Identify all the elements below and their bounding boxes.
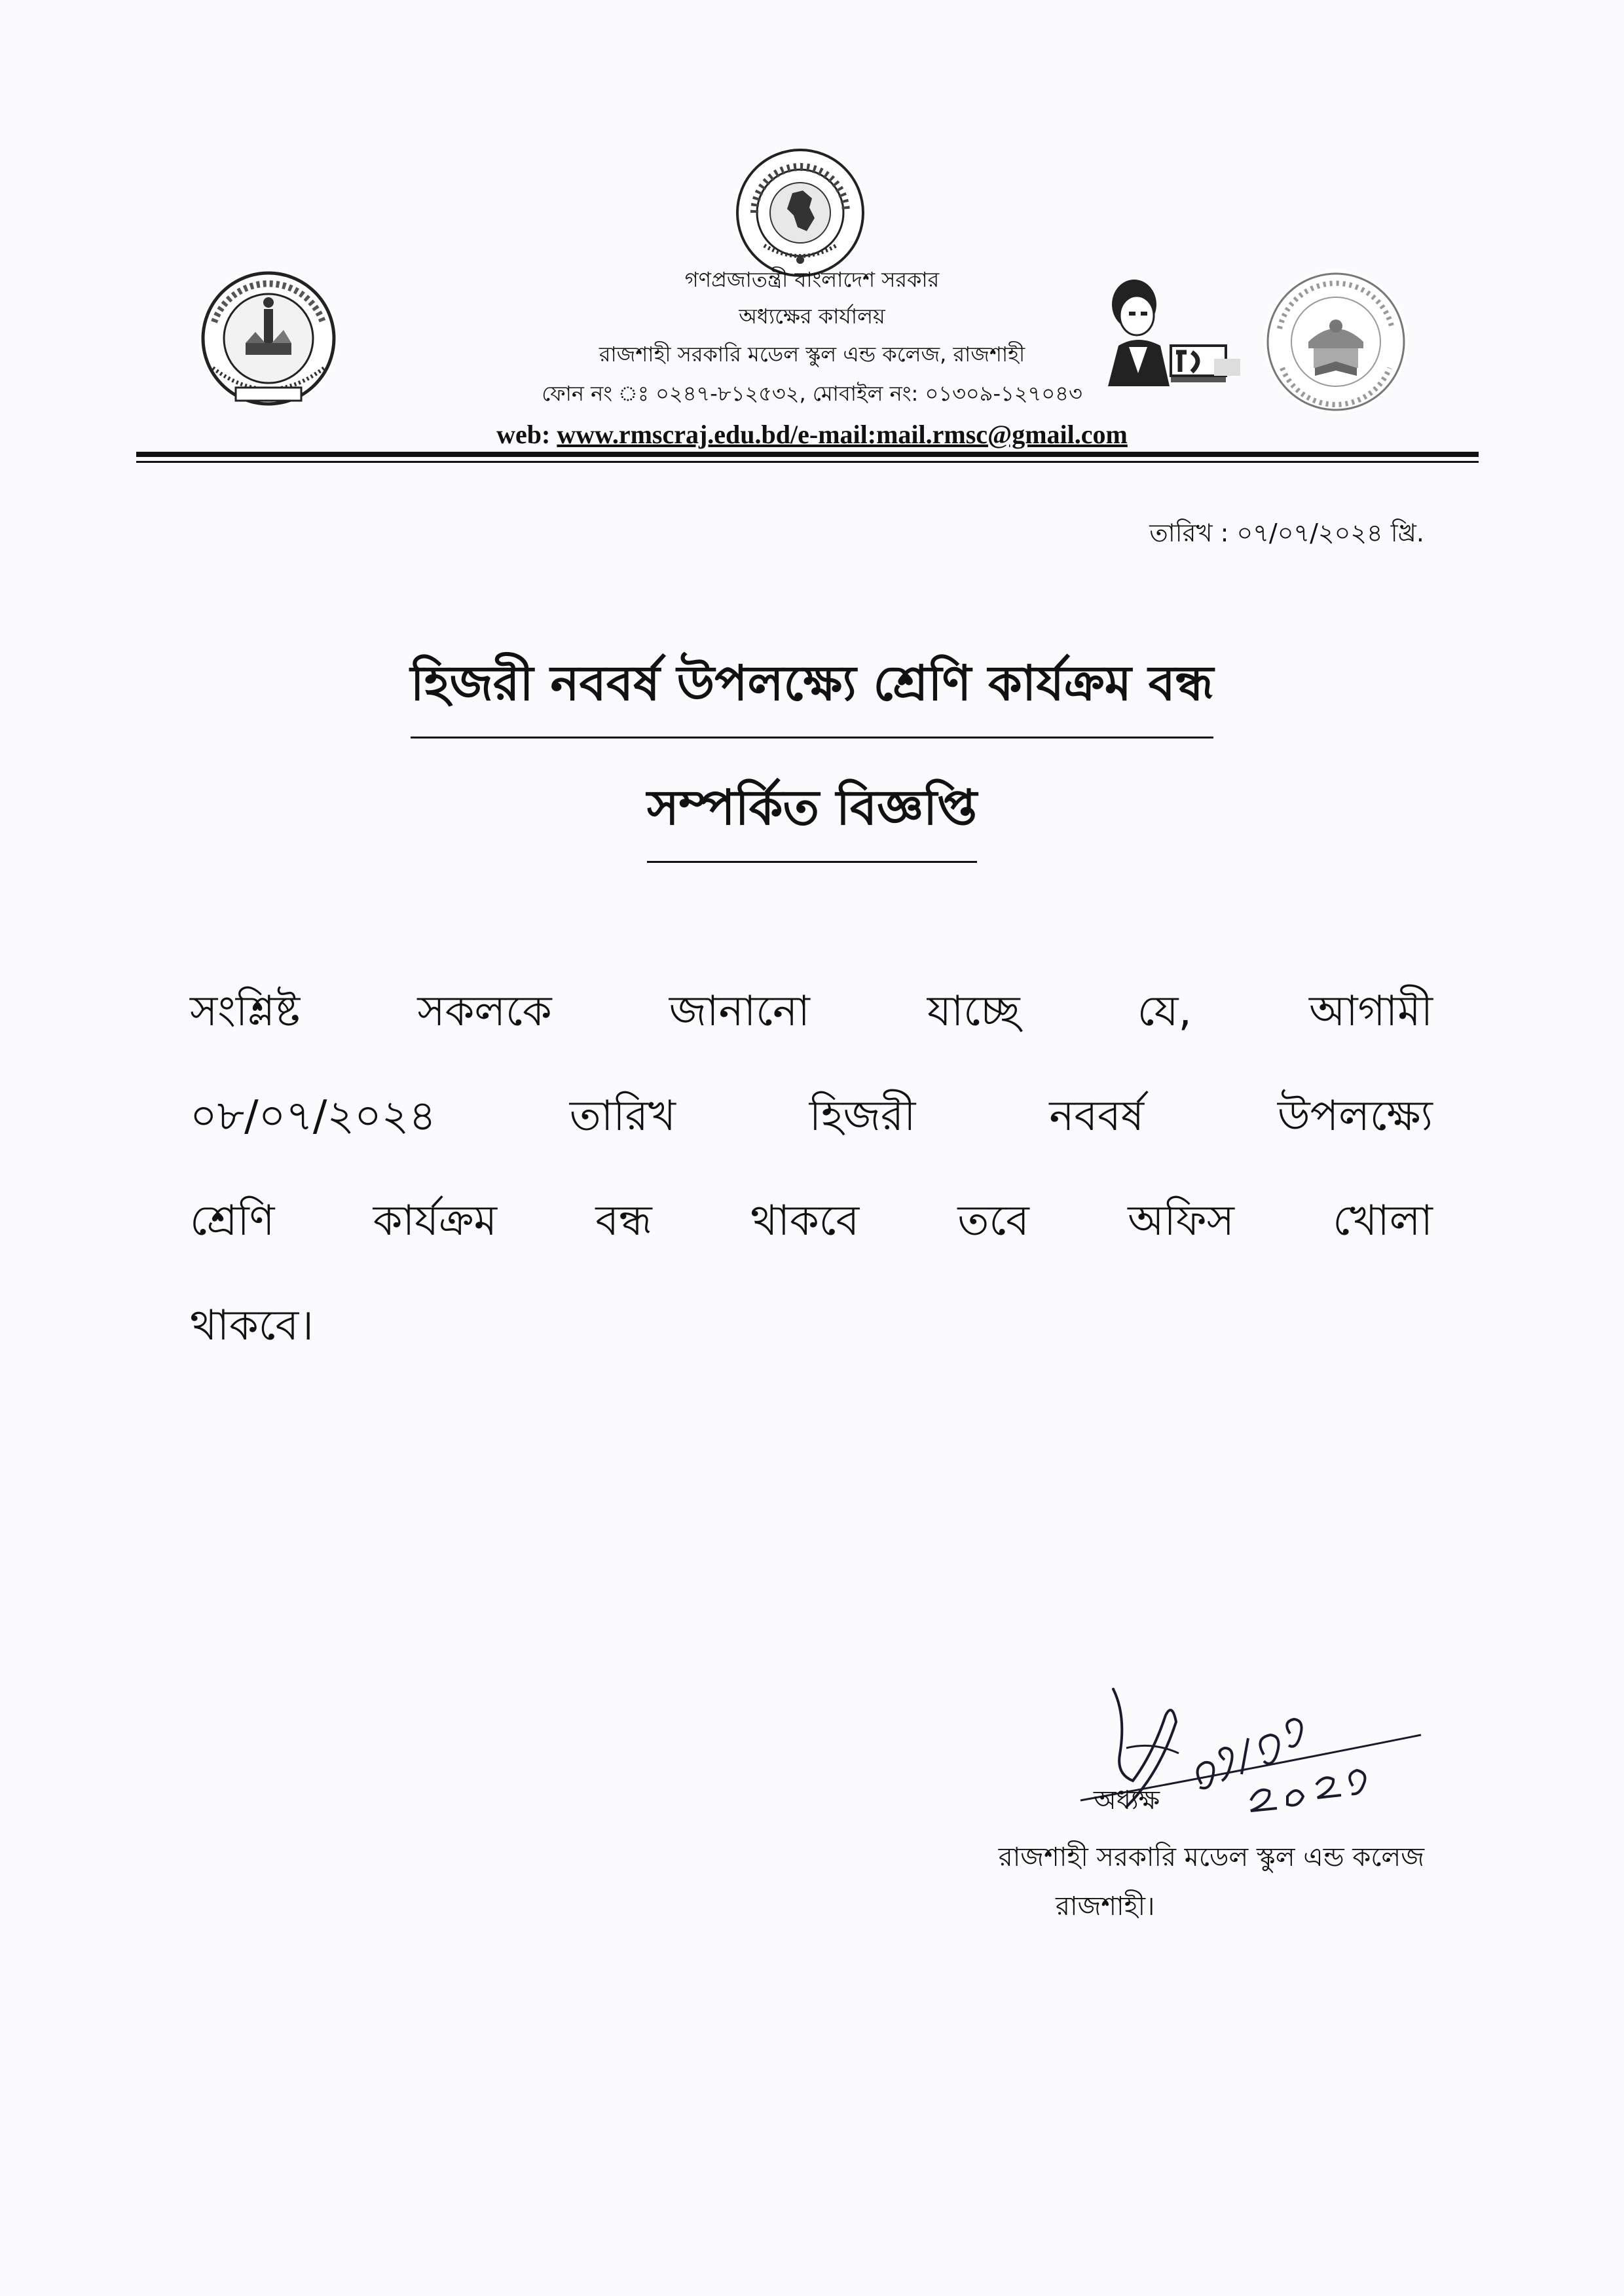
letterhead-web [0, 419, 1624, 450]
notice-title-line-1 [0, 647, 1624, 738]
signatory-title: অধ্যক্ষ [1094, 1785, 1160, 1815]
notice-body-line-3: শ্রেণি কার্যক্রম বন্ধ থাকবে তবে অফিস খোলা [190, 1197, 1433, 1245]
letterhead-office: অধ্যক্ষের কার্যালয় [739, 304, 885, 329]
letterhead-school: রাজশাহী সরকারি মডেল স্কুল এন্ড কলেজ, রাজশাহী [599, 342, 1025, 367]
title-text-1: হিজরী নববর্ষ উপলক্ষ্যে শ্রেণি কার্যক্রম বন্ধ [411, 647, 1214, 738]
header-rule-thick [136, 452, 1479, 457]
header-rule-thin [136, 461, 1479, 463]
title-text-2: সম্পর্কিত বিজ্ঞপ্তি [647, 771, 977, 863]
notice-body-line-2: ০৮/০৭/২০২৪ তারিখ হিজরী নববর্ষ উপলক্ষ্যে [190, 1092, 1433, 1140]
notice-body-line-4: থাকবে। [190, 1302, 314, 1350]
notice-body-line-1: সংশ্লিষ্ট সকলকে জানানো যাচ্ছে যে, আগামী [190, 987, 1433, 1036]
notice-date: তারিখ : ০৭/০৭/২০২৪ খ্রি. [1149, 519, 1424, 547]
signatory-city: রাজশাহী। [1056, 1891, 1155, 1922]
notice-title-line-2 [0, 771, 1624, 863]
handwritten-signature [1028, 1676, 1434, 1820]
government-seal-logo [735, 147, 866, 278]
signatory-school: রাজশাহী সরকারি মডেল স্কুল এন্ড কলেজ [998, 1842, 1424, 1872]
letterhead-phone: ফোন নং ঃ ০২৪৭-৮১২৫৩২, মোবাইল নং: ০১৩০৯-১২৭০৪৩ [542, 381, 1082, 406]
web-link[interactable]: www.rmscraj.edu.bd/e-mail:mail.rmsc@gmail.com [557, 420, 1128, 449]
web-prefix: web: [496, 420, 557, 449]
letterhead-government: গণপ্রজাতন্ত্রী বাংলাদেশ সরকার [684, 267, 940, 292]
